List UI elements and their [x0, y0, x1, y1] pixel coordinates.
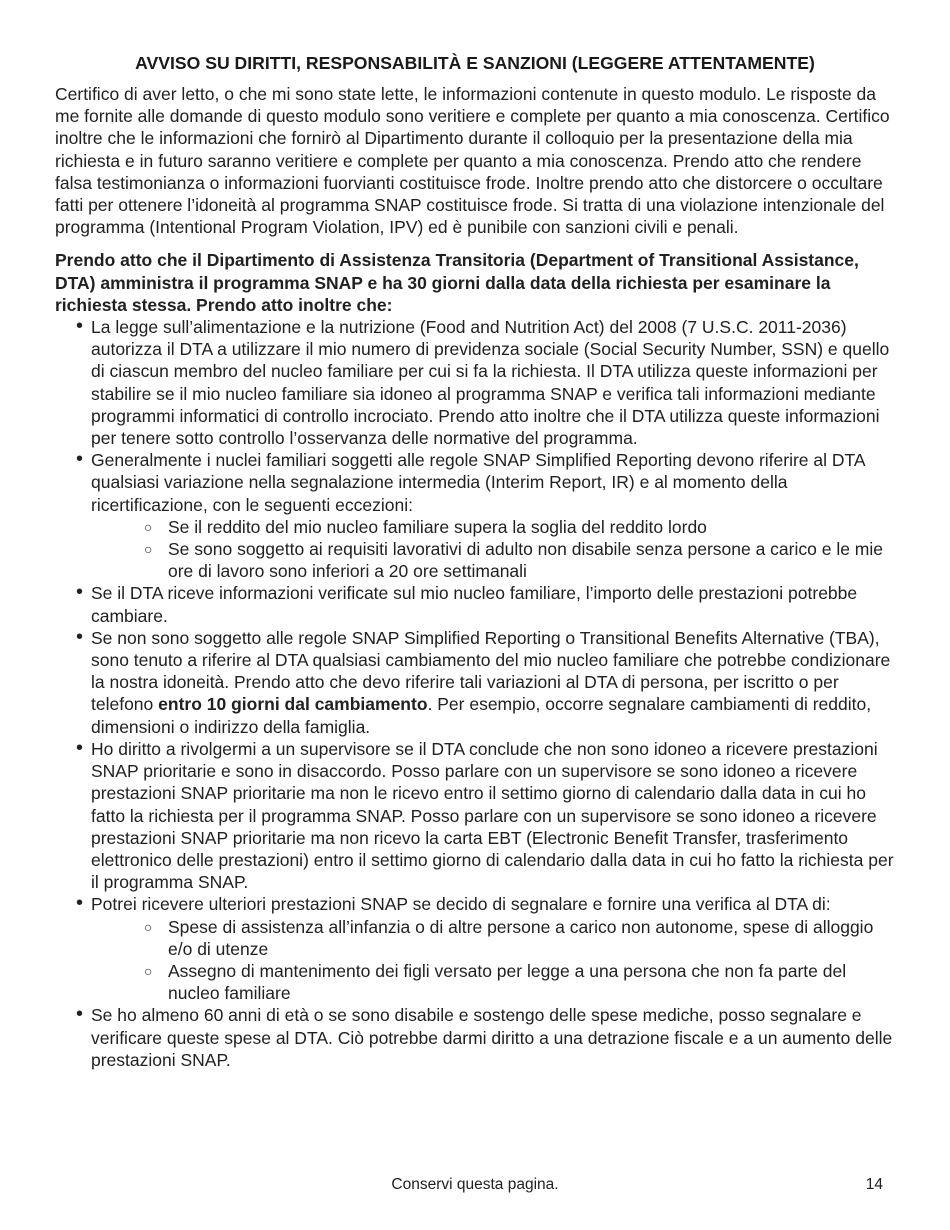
bullet-list — [55, 316, 895, 1071]
bullet-text: Se ho almeno 60 anni di età o se sono disabile e sostengo delle spese mediche, posso segnalare e verificare queste spese al DTA. Ciò potrebbe darmi diritto a una detrazione fiscale e a un aumento delle prestazioni SNAP. — [91, 1005, 893, 1070]
sub-bullet-list — [91, 916, 895, 1005]
bullet-item — [91, 316, 895, 449]
bullet-item — [91, 582, 895, 626]
bullet-item — [91, 738, 895, 893]
bullet-text: Potrei ricevere ulteriori prestazioni SNAP se decido di segnalare e fornire una verifica al DTA di: — [91, 894, 831, 915]
sub-bullet-item: ○ Se sono soggetto ai requisiti lavorativi di adulto non disabile senza persone a carico e le mie ore di lavoro sono inferiori a 20 ore settimanali — [168, 538, 895, 582]
bullet-text: Se il DTA riceve informazioni verificate sul mio nucleo familiare, l’importo delle prestazioni potrebbe cambiare. — [91, 583, 858, 626]
page-title: AVVISO SU DIRITTI, RESPONSABILITÀ E SANZIONI (LEGGERE ATTENTAMENTE) — [135, 53, 815, 73]
sub-bullet-item: ○ Se il reddito del mio nucleo familiare supera la soglia del reddito lordo — [168, 516, 895, 538]
sub-bullet-item: ○ Spese di assistenza all’infanzia o di altre persone a carico non autonome, spese di alloggio e/o di utenze — [168, 916, 895, 960]
bullet-item — [91, 1004, 895, 1071]
bullet-item — [91, 449, 895, 582]
page-footer — [55, 1174, 895, 1196]
section-lead-paragraph: Prendo atto che il Dipartimento di Assistenza Transitoria (Department of Transitional Assistance, DTA) amministra il programma SNAP e ha 30 giorni dalla data della richiesta per esaminare la richiesta stessa. Prendo atto inoltre che: — [55, 250, 859, 315]
footer-note: Conservi questa pagina. — [391, 1176, 559, 1193]
bullet-text: Se non sono soggetto alle regole SNAP Simplified Reporting o Transitional Benefits Alternative (TBA), sono tenuto a riferire al DTA qualsiasi cambiamento del mio nucleo familiare che potrebbe condizionare la nostra idoneità. Prendo atto che devo riferire tali variazioni al DTA di persona, per iscritto o per telefono entro 10 giorni dal cambiamento. Per esempio, occorre segnalare cambiamenti di reddito, dimensioni o indirizzo della famiglia. — [91, 627, 891, 737]
bullet-text: Ho diritto a rivolgermi a un supervisore se il DTA conclude che non sono idoneo a ricevere prestazioni SNAP prioritarie e sono in disaccordo. Posso parlare con un supervisore se sono idoneo a ricevere prestazioni SNAP prioritarie ma non le ricevo entro il settimo giorno di calendario dalla data in cui ho fatto la richiesta per il programma SNAP. Posso parlare con un supervisore se sono idoneo a ricevere prestazioni SNAP prioritarie ma non ricevo la carta EBT (Electronic Benefit Transfer, trasferimento elettronico delle prestazioni) entro il settimo giorno di calendario dalla data in cui ho fatto la richiesta per il programma SNAP. — [91, 738, 894, 893]
bullet-item — [91, 893, 895, 1004]
intro-paragraph: Certifico di aver letto, o che mi sono state lette, le informazioni contenute in questo modulo. Le risposte da me fornite alle domande di questo modulo sono veritiere e complete per quanto a mia conoscenza. Certifico inoltre che le informazioni che fornirò al Dipartimento durante il colloquio per la presentazione della mia richiesta e in futuro saranno veritiere e complete per quanto a mia conoscenza. Prendo atto che rendere falsa testimonianza o informazioni fuorvianti costituisce frode. Inoltre prendo atto che distorcere o occultare fatti per ottenere l’idoneità al programma SNAP costituisce frode. Si tratta di una violazione intenzionale del programma (Intentional Program Violation, IPV) ed è punibile con sanzioni civili e penali. — [55, 84, 890, 238]
bullet-text: Generalmente i nuclei familiari soggetti alle regole SNAP Simplified Reporting devono riferire al DTA qualsiasi variazione nella segnalazione intermedia (Interim Report, IR) e al momento della ricertificazione, con le seguenti eccezioni: — [91, 450, 865, 515]
page-number: 14 — [865, 1176, 883, 1193]
bullet-item — [91, 627, 895, 738]
sub-bullet-list — [91, 516, 895, 583]
bullet-text: La legge sull’alimentazione e la nutrizione (Food and Nutrition Act) del 2008 (7 U.S.C. 2011-2036) autorizza il DTA a utilizzare il mio numero di previdenza sociale (Social Security Number, SSN) e quello di ciascun membro del nucleo familiare per cui si fa la richiesta. Il DTA utilizza queste informazioni per stabilire se il mio nucleo familiare sia idoneo al programma SNAP e verifica tali informazioni mediante programmi informatici di controllo incrociato. Prendo atto inoltre che il DTA utilizza queste informazioni per tenere sotto controllo l’osservanza delle normative del programma. — [91, 317, 890, 449]
sub-bullet-item: ○ Assegno di mantenimento dei figli versato per legge a una persona che non fa parte del nucleo familiare — [168, 960, 895, 1004]
